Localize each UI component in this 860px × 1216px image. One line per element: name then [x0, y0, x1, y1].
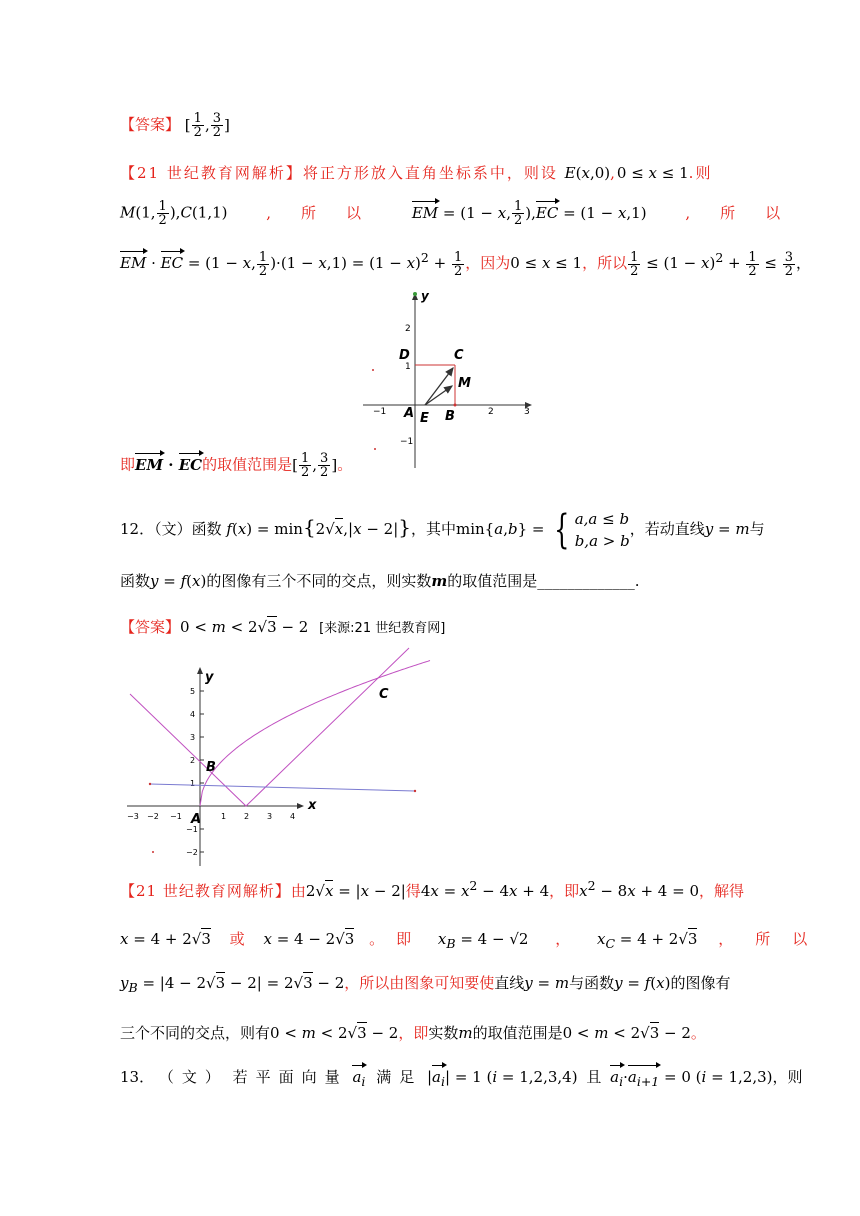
tick-x-neg1: −1: [373, 407, 387, 417]
y-axis-label: y: [421, 289, 429, 303]
analysis-1-conclusion: 即EM · EC的取值范围是[ $\frac{1}{2}$ , $\frac{3}{2}$ ]。: [120, 451, 353, 480]
problem-13-line-1: 13． （文） 若平面向量 $a_i$ 满足 $|a_i| = 1$ (i = 1,2,3,4) 且 $a_i\cdot a_{i+1} = 0$ (i = 1,2,3)，则: [120, 1068, 803, 1089]
source-note: [来源:21 世纪教育网]: [319, 621, 446, 636]
point-label-M: M: [458, 376, 471, 391]
analysis-1-line-2: M(1, $\frac{1}{2}$ ),C(1,1) ,所以 EM = (1 − x, $\frac{1}{2}$ ),EC = (1 − x,1) ,所以: [120, 199, 811, 228]
tick-x: 4: [290, 812, 296, 821]
tick-y: −1: [186, 825, 198, 834]
analysis-1-line-1: 【21 世纪教育网解析】将正方形放入直角坐标系中，则设 E(x,0),0 ≤ x ≤ 1.则: [120, 164, 713, 182]
point-label-D: D: [399, 348, 410, 363]
problem-12-line-2: 函数y = f(x)的图像有三个不同的交点，则实数m的取值范围是_____________.: [120, 572, 640, 590]
answer-value: [ $\frac{1}{2}$ , $\frac{3}{2}$ ]: [184, 111, 230, 140]
point-label-C: C: [379, 687, 389, 702]
problem-number: 13．: [120, 1068, 155, 1086]
tick-y: 5: [190, 687, 196, 696]
tick-y: 1: [190, 779, 196, 788]
figure-2-function-graph: [125, 646, 445, 871]
point-label-A: A: [191, 812, 202, 827]
vector-EC: [425, 368, 453, 405]
tick-y: 3: [190, 733, 196, 742]
answer-line-1: [120, 112, 230, 139]
tick-x-3: 3: [524, 407, 530, 417]
answer-label: 【答案】: [120, 115, 181, 134]
tick-x: 1: [221, 812, 227, 821]
tick-y-neg1: −1: [400, 437, 414, 447]
problem-number: 12．: [120, 520, 155, 538]
graph-abs-x-minus-2: [130, 648, 409, 806]
point-label-B: B: [206, 760, 216, 775]
tick-y-2: 2: [405, 324, 411, 334]
tick-x: 2: [244, 812, 250, 821]
tick-y: −2: [186, 848, 198, 857]
answer-blank: _____________: [537, 572, 635, 590]
point-label-C: C: [454, 348, 464, 363]
answer-label: 【答案】: [120, 618, 181, 636]
answer-line-2: 【答案】0 < m < 2√3 − 2 [来源:21 世纪教育网]: [120, 618, 446, 636]
y-axis-label: y: [205, 670, 214, 685]
analysis-2-line-4: 三个不同的交点，则有0 < m < 2√3 − 2，即实数m的取值范围是0 < m < 2√3 − 2。: [120, 1024, 706, 1042]
tick-x-2: 2: [488, 407, 494, 417]
analysis-2-line-2: x = 4 + 2√3 或 x = 4 − 2√3 。即 $x_B = 4 - √2$ ， $x_C = 4 + 2√3$ ，所以: [120, 930, 830, 951]
x-axis-label: x: [308, 798, 317, 813]
point-label-E: E: [420, 411, 429, 426]
graph-2-sqrt-x: [200, 661, 430, 807]
tick-x: −2: [147, 812, 159, 821]
analysis-label: 【21 世纪教育网解析】: [120, 882, 291, 900]
point-label-A: A: [404, 406, 415, 421]
tick-y: 2: [190, 756, 196, 765]
tick-y-1: 1: [405, 362, 411, 372]
tick-x: 3: [267, 812, 273, 821]
tick-x: −1: [170, 812, 182, 821]
analysis-2-line-1: 【21 世纪教育网解析】由2√x = |x − 2|得$4x = x^2 - 4x + 4$，即$x^2 - 8x + 4 = 0$，解得: [120, 878, 745, 900]
point-label-B: B: [445, 409, 455, 424]
tick-y: 4: [190, 710, 196, 719]
analysis-label: 【21 世纪教育网解析】: [120, 164, 303, 182]
tick-x: −3: [127, 812, 139, 821]
vector-EM: [425, 386, 452, 405]
analysis-2-line-3: $y_B = |4 - 2√3 - 2| = 2√3 - 2$，所以由图象可知要使直线y = m与函数y = f(x)的图像有: [120, 974, 731, 995]
analysis-1-line-3: EM · EC = (1 − x, $\frac{1}{2}$ )$\cdot(1 - x,1) = (1 - x)^2$ + $\frac{1}{2}$ ，因为0 ≤ x ≤ 1，所以 $\frac{1}{2}$ ≤ $(1 - x)^2$ + $\frac{1}{2}$ ≤ $\frac{3}{2}$ ，: [120, 249, 812, 279]
figure-1-coordinate-graph: [355, 286, 540, 471]
problem-12-line-1: 12．（文）函数 f(x) = min{2√x,|x − 2|}，其中min{a,b} = { a,a ≤ b b,a > b ，若动直线y = m与: [120, 507, 765, 553]
